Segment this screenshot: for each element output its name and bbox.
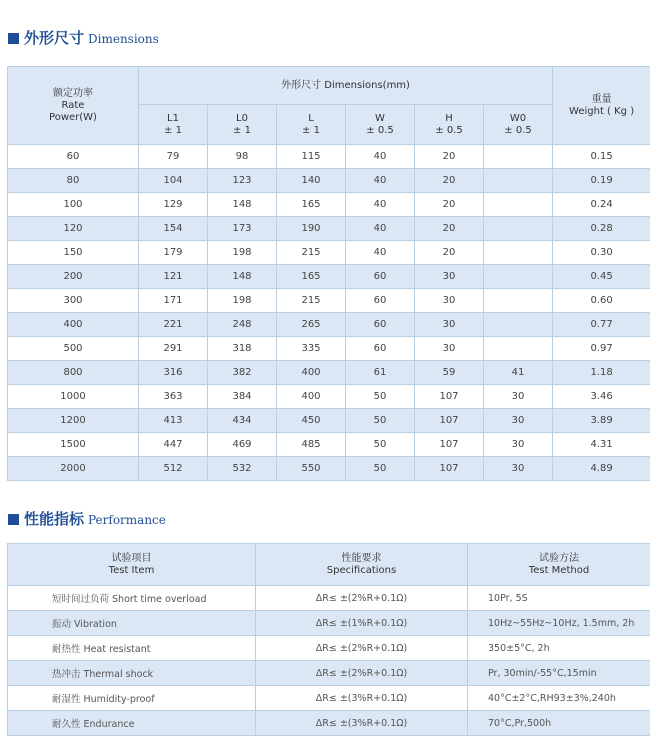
perf-column-header [256, 544, 468, 586]
table-row [8, 361, 650, 385]
table-cell: 165 [277, 265, 346, 289]
table-cell: 0.60 [553, 289, 650, 313]
table-row [8, 217, 650, 241]
header-en: Specifications [326, 564, 397, 576]
table-cell [484, 241, 553, 265]
table-row [8, 265, 650, 289]
dimensions-title-en: Dimensions [88, 32, 159, 46]
table-cell [484, 217, 553, 241]
table-cell: 3.89 [553, 409, 650, 433]
table-cell: 20 [415, 241, 484, 265]
rate-header-unit: Power(W) [49, 111, 97, 123]
table-cell: 400 [277, 385, 346, 409]
table-cell: 148 [208, 193, 277, 217]
table-row [8, 169, 650, 193]
table-cell: 485 [277, 433, 346, 457]
column-symbol: L [308, 112, 314, 124]
table-cell: 50 [346, 433, 415, 457]
table-cell: 20 [415, 169, 484, 193]
table-cell: 60 [346, 289, 415, 313]
table-cell: 10Pr, 5S [468, 586, 650, 611]
table-cell: 200 [8, 265, 139, 289]
table-cell: 447 [139, 433, 208, 457]
table-row [8, 661, 650, 686]
table-cell: 振动 Vibration [8, 611, 256, 636]
table-cell: 30 [415, 313, 484, 337]
column-tolerance: ± 0.5 [366, 124, 394, 136]
weight-header-zh: 重量 [591, 93, 612, 105]
table-cell: 30 [415, 289, 484, 313]
table-cell: 30 [484, 433, 553, 457]
table-cell: 30 [415, 337, 484, 361]
table-cell: 98 [208, 145, 277, 169]
weight-header [553, 67, 650, 145]
table-cell: 107 [415, 385, 484, 409]
table-row [8, 611, 650, 636]
dim-column-header [277, 105, 346, 145]
performance-title-en: Performance [88, 513, 166, 527]
table-cell: 0.28 [553, 217, 650, 241]
table-cell: 耐湿性 Humidity-proof [8, 686, 256, 711]
table-cell: ΔR≤ ±(3%R+0.1Ω) [256, 686, 468, 711]
table-row [8, 385, 650, 409]
table-cell: 热冲击 Thermal shock [8, 661, 256, 686]
bullet-square-icon [8, 33, 19, 44]
table-cell: 4.89 [553, 457, 650, 481]
table-cell: 30 [415, 265, 484, 289]
header-en: Test Method [528, 564, 590, 576]
table-cell: 50 [346, 409, 415, 433]
dimensions-group-header: 外形尺寸 Dimensions(mm) [139, 67, 553, 105]
dim-column-header [346, 105, 415, 145]
table-cell: 215 [277, 241, 346, 265]
table-cell: 384 [208, 385, 277, 409]
perf-column-header [468, 544, 650, 586]
table-cell: 短时间过负荷 Short time overload [8, 586, 256, 611]
rate-header-zh: 额定功率 [53, 87, 93, 99]
table-cell: 2000 [8, 457, 139, 481]
table-cell: 50 [346, 457, 415, 481]
table-cell: 413 [139, 409, 208, 433]
table-row [8, 636, 650, 661]
table-cell: 165 [277, 193, 346, 217]
column-symbol: W [375, 112, 385, 124]
table-row [8, 313, 650, 337]
table-cell: ΔR≤ ±(2%R+0.1Ω) [256, 586, 468, 611]
table-cell: 80 [8, 169, 139, 193]
table-cell: 150 [8, 241, 139, 265]
table-cell: 198 [208, 241, 277, 265]
table-cell: 107 [415, 433, 484, 457]
table-cell [484, 193, 553, 217]
table-cell: 0.30 [553, 241, 650, 265]
table-cell: 20 [415, 145, 484, 169]
table-cell: ΔR≤ ±(1%R+0.1Ω) [256, 611, 468, 636]
table-cell: 335 [277, 337, 346, 361]
table-cell [484, 337, 553, 361]
table-cell [484, 313, 553, 337]
table-cell: 0.15 [553, 145, 650, 169]
table-cell: 121 [139, 265, 208, 289]
table-cell: 1200 [8, 409, 139, 433]
bullet-square-icon [8, 514, 19, 525]
table-cell: 10Hz~55Hz~10Hz, 1.5mm, 2h [468, 611, 650, 636]
table-row [8, 409, 650, 433]
table-row [8, 241, 650, 265]
dim-column-header [208, 105, 277, 145]
column-symbol: L0 [236, 112, 248, 124]
table-cell: 60 [346, 313, 415, 337]
table-cell: 0.97 [553, 337, 650, 361]
table-cell: 0.24 [553, 193, 650, 217]
table-cell: 120 [8, 217, 139, 241]
table-cell: 450 [277, 409, 346, 433]
weight-header-en: Weight ( Kg ) [569, 105, 635, 117]
table-row [8, 711, 650, 736]
table-cell: 1000 [8, 385, 139, 409]
table-cell: 1.18 [553, 361, 650, 385]
header-en: Test Item [108, 564, 155, 576]
table-cell: 129 [139, 193, 208, 217]
table-cell: 40 [346, 241, 415, 265]
table-cell: 173 [208, 217, 277, 241]
table-cell: 469 [208, 433, 277, 457]
table-row [8, 686, 650, 711]
table-cell: 30 [484, 409, 553, 433]
table-cell: ΔR≤ ±(3%R+0.1Ω) [256, 711, 468, 736]
table-cell: 215 [277, 289, 346, 313]
table-cell: ΔR≤ ±(2%R+0.1Ω) [256, 636, 468, 661]
table-cell: 363 [139, 385, 208, 409]
table-cell [484, 145, 553, 169]
table-cell: 382 [208, 361, 277, 385]
table-cell: 318 [208, 337, 277, 361]
table-cell: 104 [139, 169, 208, 193]
table-cell: 190 [277, 217, 346, 241]
table-cell: ΔR≤ ±(2%R+0.1Ω) [256, 661, 468, 686]
table-cell: 221 [139, 313, 208, 337]
table-cell: 100 [8, 193, 139, 217]
table-cell: 123 [208, 169, 277, 193]
table-cell: 550 [277, 457, 346, 481]
table-cell: 300 [8, 289, 139, 313]
table-row [8, 193, 650, 217]
table-cell: 40 [346, 169, 415, 193]
table-cell: 70°C,Pr,500h [468, 711, 650, 736]
table-cell: 60 [8, 145, 139, 169]
table-row [8, 586, 650, 611]
table-cell: 434 [208, 409, 277, 433]
table-cell: 40 [346, 193, 415, 217]
table-cell: 512 [139, 457, 208, 481]
table-cell: 248 [208, 313, 277, 337]
table-cell: 40 [346, 145, 415, 169]
dimensions-section-title [8, 27, 159, 48]
table-cell: 140 [277, 169, 346, 193]
table-cell: 532 [208, 457, 277, 481]
table-cell: 0.19 [553, 169, 650, 193]
header-zh: 试验方法 [539, 552, 579, 564]
column-symbol: L1 [167, 112, 179, 124]
table-cell [484, 169, 553, 193]
table-cell: 0.77 [553, 313, 650, 337]
table-cell: 1500 [8, 433, 139, 457]
column-symbol: W0 [509, 112, 527, 124]
table-cell: 耐热性 Heat resistant [8, 636, 256, 661]
table-cell: 291 [139, 337, 208, 361]
table-cell: 148 [208, 265, 277, 289]
performance-table [7, 543, 650, 736]
column-tolerance: ± 1 [164, 124, 182, 136]
table-cell: 400 [8, 313, 139, 337]
table-cell: 20 [415, 193, 484, 217]
dimensions-table [7, 66, 650, 481]
table-cell: 800 [8, 361, 139, 385]
table-cell: 107 [415, 457, 484, 481]
table-cell [484, 265, 553, 289]
header-zh: 试验项目 [111, 552, 152, 564]
rate-header-en: Rate [61, 99, 85, 111]
table-cell: 500 [8, 337, 139, 361]
table-row [8, 457, 650, 481]
table-cell: 30 [484, 385, 553, 409]
rate-power-header [8, 67, 139, 145]
table-row [8, 289, 650, 313]
table-cell: 30 [484, 457, 553, 481]
performance-section-title [8, 508, 166, 529]
table-cell: 41 [484, 361, 553, 385]
table-cell: 60 [346, 337, 415, 361]
table-cell [484, 289, 553, 313]
table-cell: 61 [346, 361, 415, 385]
table-cell: 350±5°C, 2h [468, 636, 650, 661]
column-tolerance: ± 1 [302, 124, 320, 136]
table-cell: 316 [139, 361, 208, 385]
column-symbol: H [445, 112, 453, 124]
performance-title-zh: 性能指标 [24, 510, 85, 528]
table-cell: 0.45 [553, 265, 650, 289]
column-tolerance: ± 0.5 [435, 124, 463, 136]
column-tolerance: ± 1 [233, 124, 251, 136]
table-cell: 79 [139, 145, 208, 169]
table-cell: Pr, 30min/-55°C,15min [468, 661, 650, 686]
table-cell: 115 [277, 145, 346, 169]
dim-column-header [415, 105, 484, 145]
table-cell: 3.46 [553, 385, 650, 409]
table-row [8, 145, 650, 169]
table-row [8, 433, 650, 457]
table-cell: 20 [415, 217, 484, 241]
table-cell: 60 [346, 265, 415, 289]
table-cell: 179 [139, 241, 208, 265]
column-tolerance: ± 0.5 [504, 124, 532, 136]
dim-column-header [139, 105, 208, 145]
table-cell: 4.31 [553, 433, 650, 457]
perf-column-header [8, 544, 256, 586]
table-cell: 耐久性 Endurance [8, 711, 256, 736]
table-cell: 59 [415, 361, 484, 385]
table-cell: 107 [415, 409, 484, 433]
dimensions-title-zh: 外形尺寸 [24, 29, 85, 47]
table-cell: 171 [139, 289, 208, 313]
table-row [8, 337, 650, 361]
table-cell: 265 [277, 313, 346, 337]
dim-column-header [484, 105, 553, 145]
table-cell: 198 [208, 289, 277, 313]
header-zh: 性能要求 [341, 552, 382, 564]
table-cell: 400 [277, 361, 346, 385]
table-cell: 40 [346, 217, 415, 241]
table-cell: 40°C±2°C,RH93±3%,240h [468, 686, 650, 711]
table-cell: 50 [346, 385, 415, 409]
table-cell: 154 [139, 217, 208, 241]
